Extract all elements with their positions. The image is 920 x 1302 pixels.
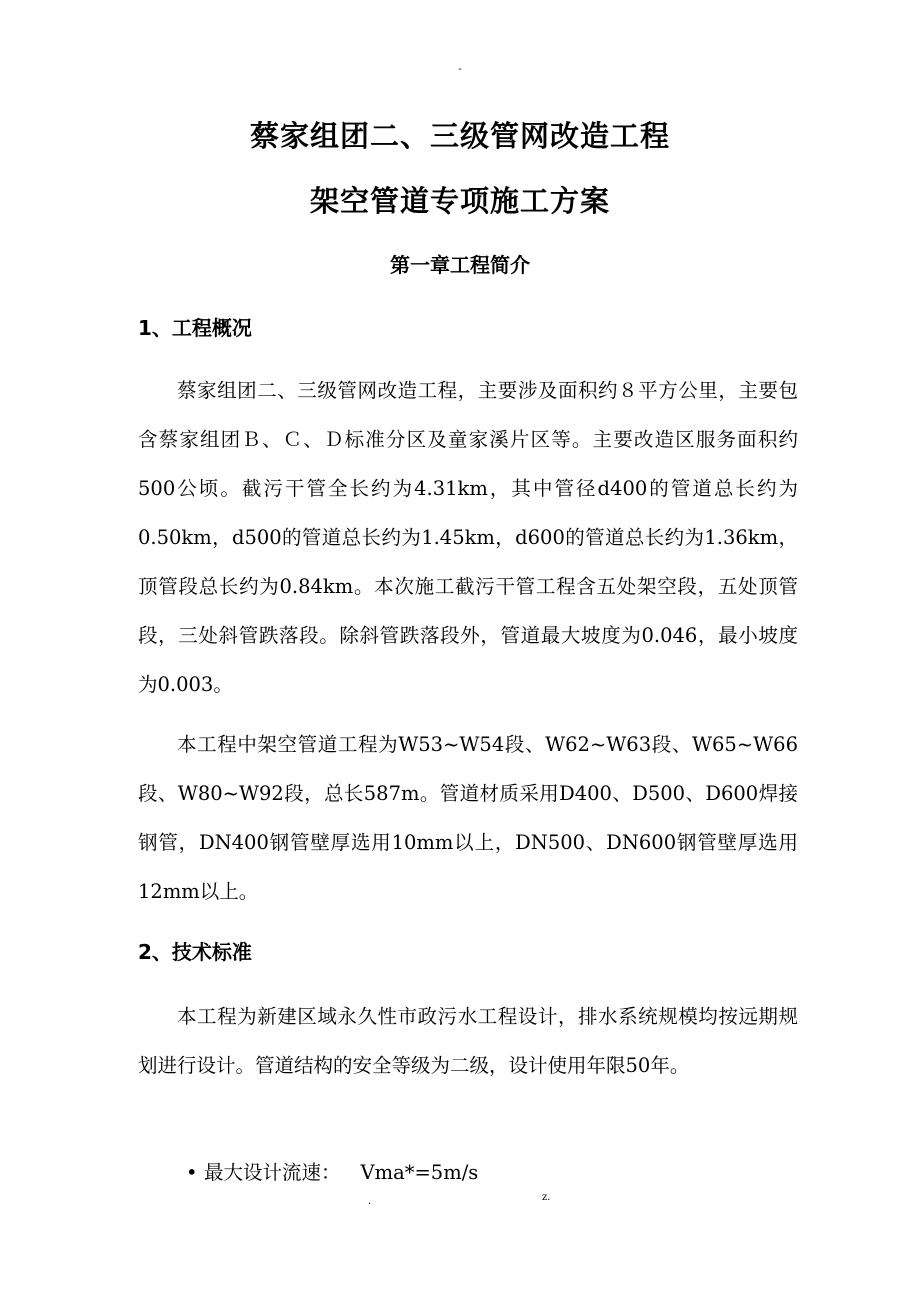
- footer-mark-right: z.: [542, 1192, 551, 1203]
- section-heading-overview: 1、工程概况: [138, 316, 252, 340]
- bullet-dot-icon: •: [186, 1161, 198, 1184]
- document-title-line-2: 架空管道专项施工方案: [309, 184, 610, 218]
- document-title-line-1: 蔡家组团二、三级管网改造工程: [249, 119, 670, 153]
- paragraph-standards-1: 本工程为新建区域永久性市政污水工程设计，排水系统规模均按远期规划进行设计。管道结构的安全等级为二级，设计使用年限50年。: [138, 1005, 798, 1077]
- header-mark: -: [458, 64, 462, 75]
- section-heading-standards: 2、技术标准: [138, 940, 252, 964]
- footer-mark-left: .: [368, 1196, 372, 1207]
- bullet-label: 最大设计流速：: [204, 1161, 341, 1184]
- paragraph-overview-1: 蔡家组团二、三级管网改造工程，主要涉及面积约８平方公里，主要包含蔡家组团Ｂ、Ｃ、Ｄ标准分区及童家溪片区等。主要改造区服务面积约500公顷。截污干管全长约为4.31km，其中管径d400的管道总长约为0.50km，d500的管道总长约为1.45km，d600的管道总长约为1.36km，顶管段总长约为0.84km。本次施工截污干管工程含五处架空段，五处顶管段，三处斜管跌落段。除斜管跌落段外，管道最大坡度为0.046，最小坡度为0.003。: [138, 379, 798, 696]
- chapter-heading: 第一章工程简介: [390, 253, 530, 277]
- bullet-max-velocity: [186, 1158, 478, 1188]
- paragraph-overview-2: 本工程中架空管道工程为W53~W54段、W62~W63段、W65~W66段、W80~W92段，总长587m。管道材质采用D400、D500、D600焊接钢管，DN400钢管壁厚选用10mm以上，DN500、DN600钢管壁厚选用12mm以上。: [138, 733, 798, 903]
- bullet-value: Vma*=5m/s: [360, 1161, 479, 1184]
